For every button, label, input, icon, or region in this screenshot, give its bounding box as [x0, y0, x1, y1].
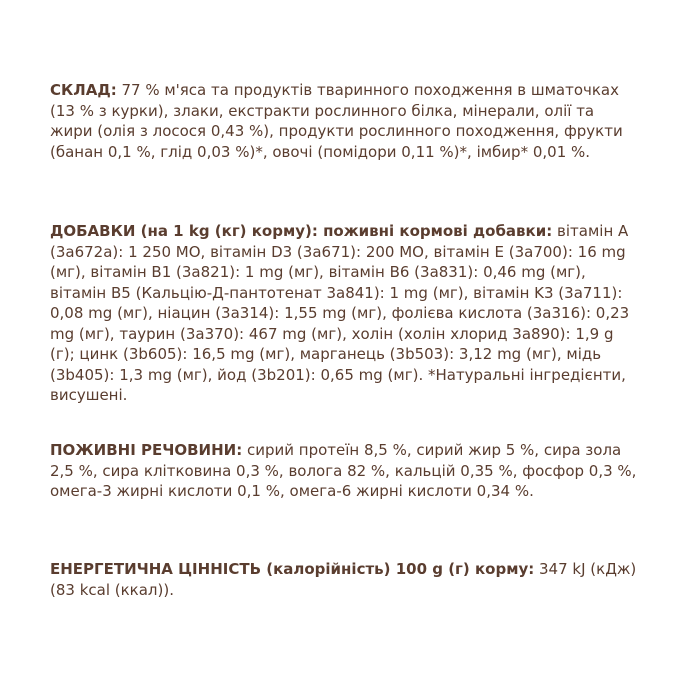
composition-section — [50, 80, 640, 162]
nutrients-heading: ПОЖИВНІ РЕЧОВИНИ: — [50, 441, 243, 459]
energy-text: 347 kJ (кДж) (83 kcal (ккал)). — [50, 560, 637, 599]
composition-heading: СКЛАД: — [50, 81, 117, 99]
additives-text: вітамін A (3a672a): 1 250 МО, вітамін D3 (3a671): 200 МО, вітамін E (3a700): 16 mg (мг), вітамін B1 (3a821): 1 mg (мг), вітамін B6 (3a831): 0,46 mg (мг), вітамін B5 (Кальцію-Д-пантотенат 3a841): 1 mg (мг), вітамін K3 (3a711): 0,08 mg (мг), ніацин (3a314): 1,55 mg (мг), фолієва кислота (3a316): 0,23 mg (мг), таурин (3a370): 467 mg (мг), холін (холін хлорид 3a890): 1,9 g (г); цинк (3b605): 16,5 mg (мг), марганець (3b503): 3,12 mg (мг), мідь (3b405): 1,3 mg (мг), йод (3b201): 0,65 mg (мг). *Натуральні інгредієнти, висушені. — [50, 222, 630, 404]
additives-heading: ДОБАВКИ (на 1 kg (кг) корму): поживні кормові добавки: — [50, 222, 553, 240]
energy-section — [50, 559, 640, 600]
composition-text: 77 % м'яса та продуктів тваринного походження в шматочках (13 % з курки), злаки, екстракти рослинного білка, мінерали, олії та жири (олія з лосося 0,43 %), продукти рослинного походження, фрукти (банан 0,1 %, глід 0,03 %)*, овочі (помідори 0,11 %)*, імбир* 0,01 %. — [50, 81, 623, 161]
nutrients-text: сирий протеїн 8,5 %, сирий жир 5 %, сира зола 2,5 %, сира клітковина 0,3 %, волога 82 %, кальцій 0,35 %, фосфор 0,3 %, омега-3 жирні кислоти 0,1 %, омега-6 жирні кислоти 0,34 %. — [50, 441, 637, 500]
additives-section — [50, 221, 640, 406]
energy-heading: ЕНЕРГЕТИЧНА ЦІННІСТЬ (калорійність) 100 g (г) корму: — [50, 560, 535, 578]
nutrients-section — [50, 440, 640, 502]
